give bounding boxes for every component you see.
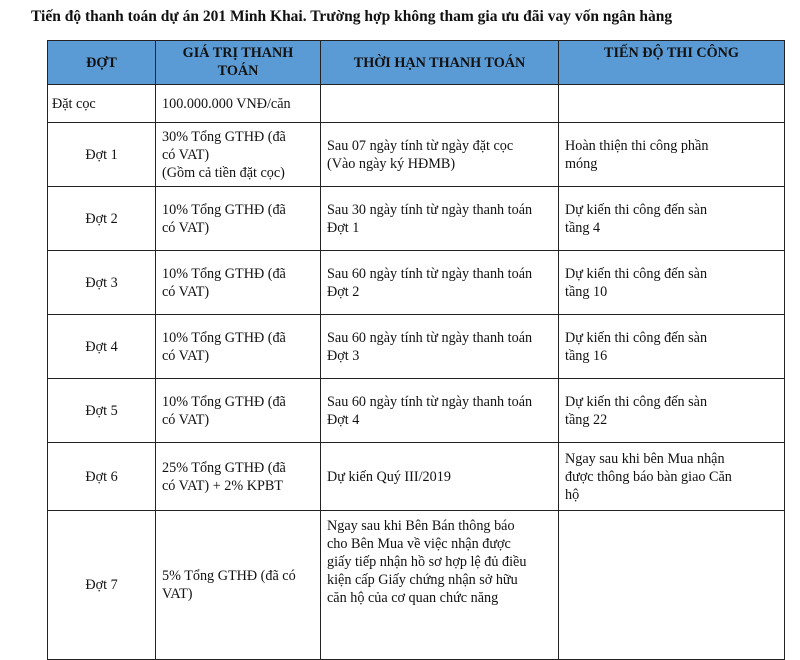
cell-gia-tri: 10% Tổng GTHĐ (đã có VAT): [156, 251, 321, 315]
document-title: Tiến độ thanh toán dự án 201 Minh Khai. Trường hợp không tham gia ưu đãi vay vốn ngân hàng: [31, 8, 673, 25]
cell-gia-tri: 100.000.000 VNĐ/căn: [156, 85, 321, 123]
cell-tien-do: [559, 85, 785, 123]
cell-thoi-han: Sau 60 ngày tính từ ngày thanh toán Đợt 3: [321, 315, 559, 379]
header-gia-tri: GIÁ TRỊ THANH TOÁN: [156, 41, 321, 85]
cell-tien-do: Hoàn thiện thi công phần móng: [559, 123, 785, 187]
cell-thoi-han: [321, 85, 559, 123]
header-dot: ĐỢT: [48, 41, 156, 85]
cell-thoi-han: Sau 30 ngày tính từ ngày thanh toán Đợt 1: [321, 187, 559, 251]
table-header-row: [48, 41, 785, 85]
cell-thoi-han: Ngay sau khi Bên Bán thông báo cho Bên Mua về việc nhận được giấy tiếp nhận hồ sơ hợp lệ đủ điều kiện cấp Giấy chứng nhận sở hữu căn hộ của cơ quan chức năng: [321, 511, 559, 660]
cell-dot: Đợt 4: [48, 315, 156, 379]
table-row: [48, 315, 785, 379]
cell-dot: Đợt 5: [48, 379, 156, 443]
cell-gia-tri: 10% Tổng GTHĐ (đã có VAT): [156, 315, 321, 379]
cell-tien-do: Ngay sau khi bên Mua nhận được thông báo bàn giao Căn hộ: [559, 443, 785, 511]
cell-thoi-han: Sau 60 ngày tính từ ngày thanh toán Đợt 4: [321, 379, 559, 443]
payment-schedule-table: [47, 40, 785, 660]
cell-thoi-han: Sau 60 ngày tính từ ngày thanh toán Đợt 2: [321, 251, 559, 315]
cell-tien-do: [559, 511, 785, 660]
cell-tien-do: Dự kiến thi công đến sàn tầng 22: [559, 379, 785, 443]
table-row: [48, 379, 785, 443]
table-row: [48, 251, 785, 315]
cell-thoi-han: Dự kiến Quý III/2019: [321, 443, 559, 511]
cell-gia-tri: 10% Tổng GTHĐ (đã có VAT): [156, 379, 321, 443]
cell-tien-do: Dự kiến thi công đến sàn tầng 10: [559, 251, 785, 315]
cell-dot: Đợt 1: [48, 123, 156, 187]
table-row: [48, 443, 785, 511]
table-row: [48, 123, 785, 187]
table-row: [48, 85, 785, 123]
table-row: [48, 187, 785, 251]
cell-gia-tri: 25% Tổng GTHĐ (đã có VAT) + 2% KPBT: [156, 443, 321, 511]
header-tien-do: TIẾN ĐỘ THI CÔNG: [559, 41, 785, 85]
cell-dot: Đợt 2: [48, 187, 156, 251]
cell-dot: Đợt 3: [48, 251, 156, 315]
cell-tien-do: Dự kiến thi công đến sàn tầng 4: [559, 187, 785, 251]
cell-gia-tri: 5% Tổng GTHĐ (đã có VAT): [156, 511, 321, 660]
cell-dot: Đợt 7: [48, 511, 156, 660]
cell-dot: Đợt 6: [48, 443, 156, 511]
cell-gia-tri: 10% Tổng GTHĐ (đã có VAT): [156, 187, 321, 251]
cell-gia-tri: 30% Tổng GTHĐ (đã có VAT) (Gồm cả tiền đặt cọc): [156, 123, 321, 187]
cell-thoi-han: Sau 07 ngày tính từ ngày đặt cọc (Vào ngày ký HĐMB): [321, 123, 559, 187]
cell-dot: Đặt cọc: [48, 85, 156, 123]
header-thoi-han: THỜI HẠN THANH TOÁN: [321, 41, 559, 85]
cell-tien-do: Dự kiến thi công đến sàn tầng 16: [559, 315, 785, 379]
table-row: [48, 511, 785, 660]
